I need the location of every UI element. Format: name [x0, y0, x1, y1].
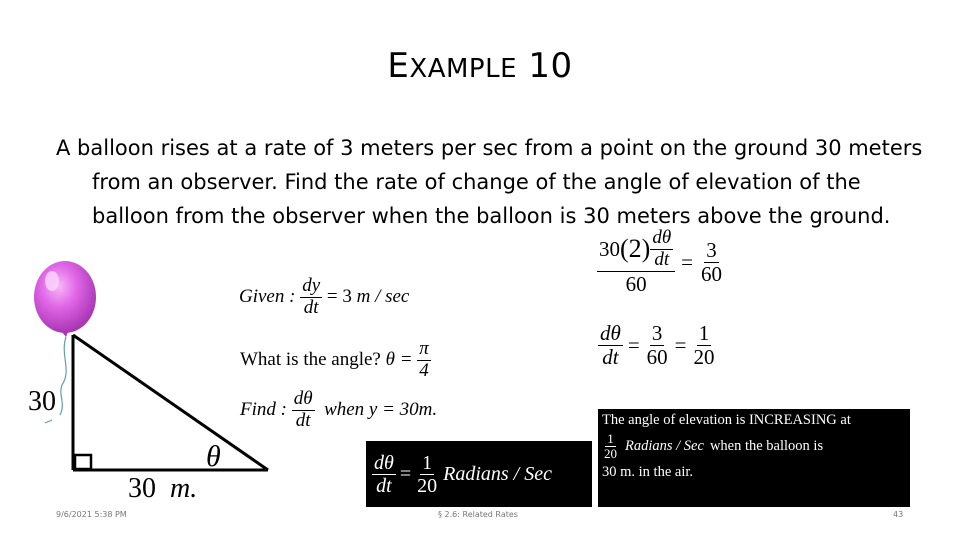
given-rate: Given : $\frac{dy}{dt}$ = 3 m / sec — [239, 275, 410, 318]
work-step-1: 30 (2) $\frac{d\theta}{dt}$ 60 = $\frac{3}{60}$ — [599, 227, 723, 296]
triangle-diagram — [0, 255, 280, 500]
answer-box: $\frac{d\theta}{dt}$ = $\frac{1}{20}$ Radians / Sec — [366, 441, 592, 507]
conclusion-box: The angle of elevation is INCREASING at $\frac{1}{20}$ Radians / Sec when the balloon is 30 m. in the air. — [598, 409, 910, 507]
angle-question: What is the angle? θ = $\frac{\pi}{4}$ — [240, 338, 429, 381]
footer-date: 9/6/2021 5:38 PM — [56, 510, 127, 519]
problem-statement: A balloon rises at a rate of 3 meters per sec from a point on the ground 30 meters from an observer. Find the rate of change of the angle of elevation of the balloon from the observer when the balloon is 30 meters above the ground. — [56, 136, 923, 228]
slide-title: EXAMPLE 10 — [387, 46, 573, 86]
footer-section: § 2.6: Related Rates — [438, 510, 518, 519]
angle-theta: θ — [206, 440, 221, 473]
footer-page-number: 43 — [893, 510, 904, 519]
find-statement: Find : $\frac{d\theta}{dt}$ when y = 30m. — [240, 388, 438, 431]
height-label: 30 — [28, 386, 56, 417]
work-step-2: $\frac{d\theta}{dt}$ = $\frac{3}{60}$ = $\frac{1}{20}$ — [600, 321, 715, 370]
base-label: 30 m. — [128, 473, 198, 504]
